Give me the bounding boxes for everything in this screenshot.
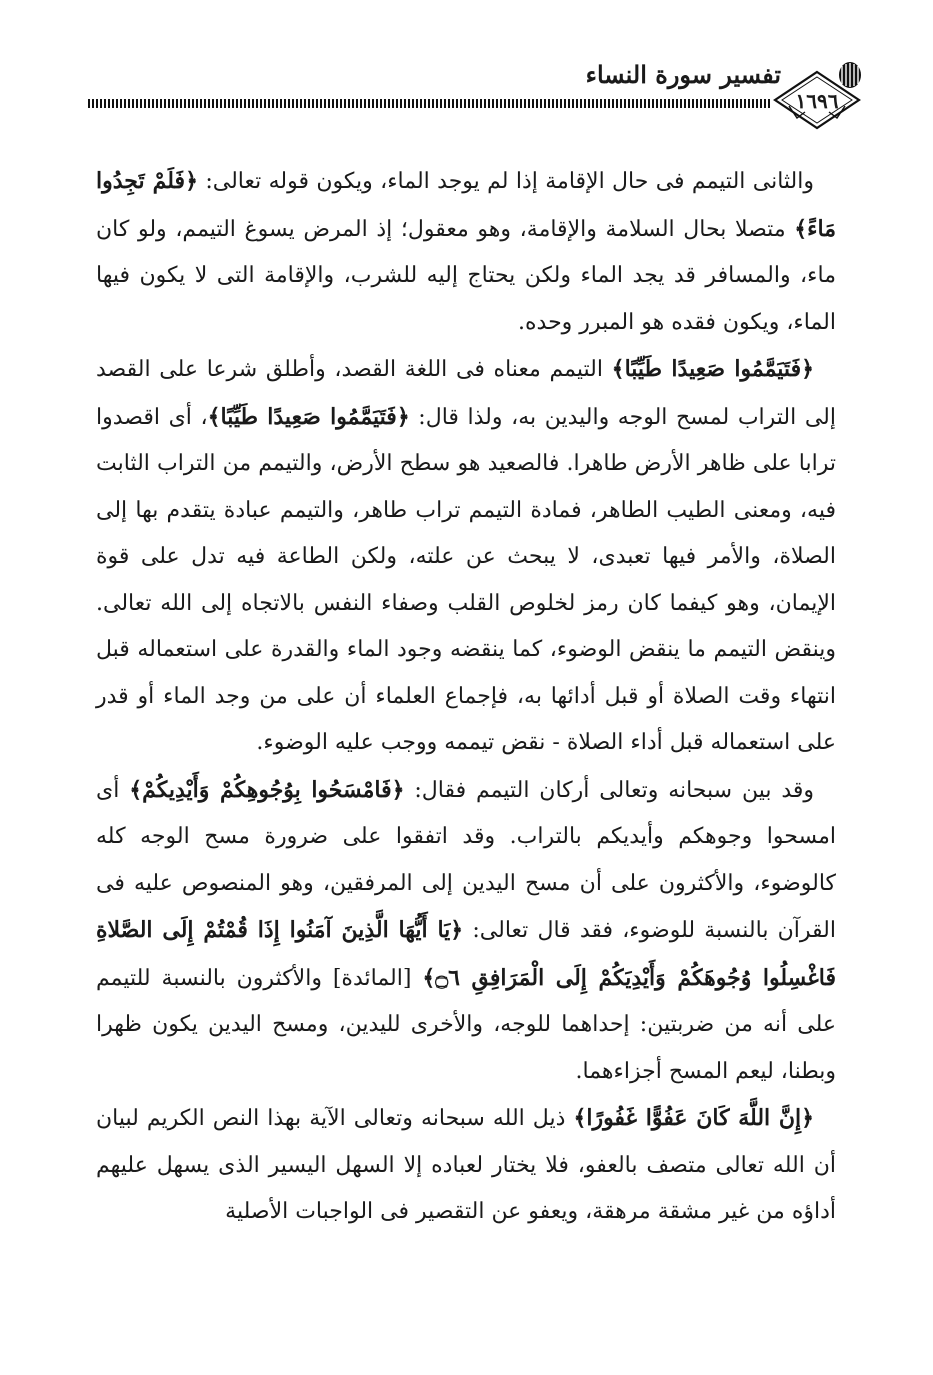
text-segment: وقد بين سبحانه وتعالى أركان التيمم فقال: [404, 777, 815, 803]
text-segment: متصلا بحال السلامة والإقامة، وهو معقول؛ إذ المرض يسوغ التيمم، ولو كان ماء، والمسافر قد يجد الماء ولكن يحتاج إليه للشرب، والإقامة التى لا يكون فيها الماء، ويكون فقده هو المبرر وحده. [96, 216, 836, 335]
header-rule [88, 99, 771, 108]
paragraph [96, 1095, 836, 1236]
quran-verse: ﴿إِنَّ اللَّهَ كَانَ عَفُوًّا غَفُورًا﴾ [573, 1105, 814, 1131]
quran-verse: ﴿فَتَيَمَّمُوا صَعِيدًا طَيِّبًا﴾ [611, 356, 814, 382]
quran-verse: ﴿يَا أَيُّهَا الَّذِينَ آمَنُوا إِذَا قُمْتُمْ إِلَى الصَّلاةِ فَاغْسِلُوا وُجُوهَكُمْ وَأَيْدِيَكُمْ إِلَى الْمَرَافِقِ ۝٦﴾ [96, 917, 836, 991]
text-segment: التيمم معناه فى اللغة القصد، وأطلق شرعا على القصد إلى التراب لمسح الوجه واليدين به، ولذا قال: [96, 357, 836, 430]
quran-verse: ﴿فَامْسَحُوا بِوُجُوهِكُمْ وَأَيْدِيكُمْ﴾ [129, 776, 405, 803]
quran-verse: ﴿فَتَيَمَّمُوا صَعِيدًا طَيِّبًا﴾ [207, 403, 410, 430]
paragraph [96, 158, 836, 346]
text-segment: ذيل الله سبحانه وتعالى الآية بهذا النص الكريم لبيان أن الله تعالى متصف بالعفو، فلا يختار لعباده إلا السهل اليسير الذى يسهل عليهم أداؤه من غير مشقة مرهقة، ويعفو عن التقصير فى الواجبات الأصلية [96, 1106, 836, 1224]
book-title: تفسير سورة النساء [585, 60, 781, 89]
text-segment: والثانى التيمم فى حال الإقامة إذا لم يوجد الماء، ويكون قوله تعالى: [197, 169, 814, 194]
paragraph [96, 346, 836, 767]
body-text [96, 158, 836, 1236]
text-segment: [المائدة] والأكثرون بالنسبة للتيمم على أنه من ضربتين: إحداهما للوجه، والأخرى لليدين، ومسح اليدين يكون ظهرا وبطنا، ليعم المسح أجزاءهما. [96, 965, 836, 1084]
quran-verse: ﴿فَلَمْ تَجِدُوا مَاءً﴾ [96, 168, 836, 242]
text-segment: أى امسحوا وجوهكم وأيديكم بالتراب. وقد اتفقوا على ضرورة مسح الوجه كله كالوضوء، والأكثرون على أن مسح اليدين إلى المرفقين، وهو المنصوص عليه فى القرآن بالنسبة للوضوء، فقد قال تعالى: [96, 777, 836, 943]
page-header [88, 52, 863, 142]
paragraph [96, 767, 836, 1096]
text-segment: ، أى اقصدوا ترابا على ظاهر الأرض طاهرا. فالصعيد هو سطح الأرض، والتيمم من التراب الثابت فيه، ومعنى الطيب الطاهر، فمادة التيمم تراب طاهر، والتيمم عبادة يتقدم بها إلى الصلاة، والأمر فيها تعبدى، لا يبحث عن علته، ولكن الطاعة فيه تدل على قوة الإيمان، وهو كيفما كان رمز لخلوص القلب وصفاء النفس بالاتجاه إلى الله تعالى. وينقض التيمم ما ينقض الوضوء، كما ينقضه وجود الماء والقدرة على استعماله قبل انتهاء وقت الصلاة أو قبل أدائها به، فإجماع العلماء أن على من وجد الماء أو قدر على استعماله قبل أداء الصلاة - نقض تيممه ووجب عليه الوضوء. [96, 404, 836, 755]
page-number: ١٦٩٦ [795, 89, 839, 113]
